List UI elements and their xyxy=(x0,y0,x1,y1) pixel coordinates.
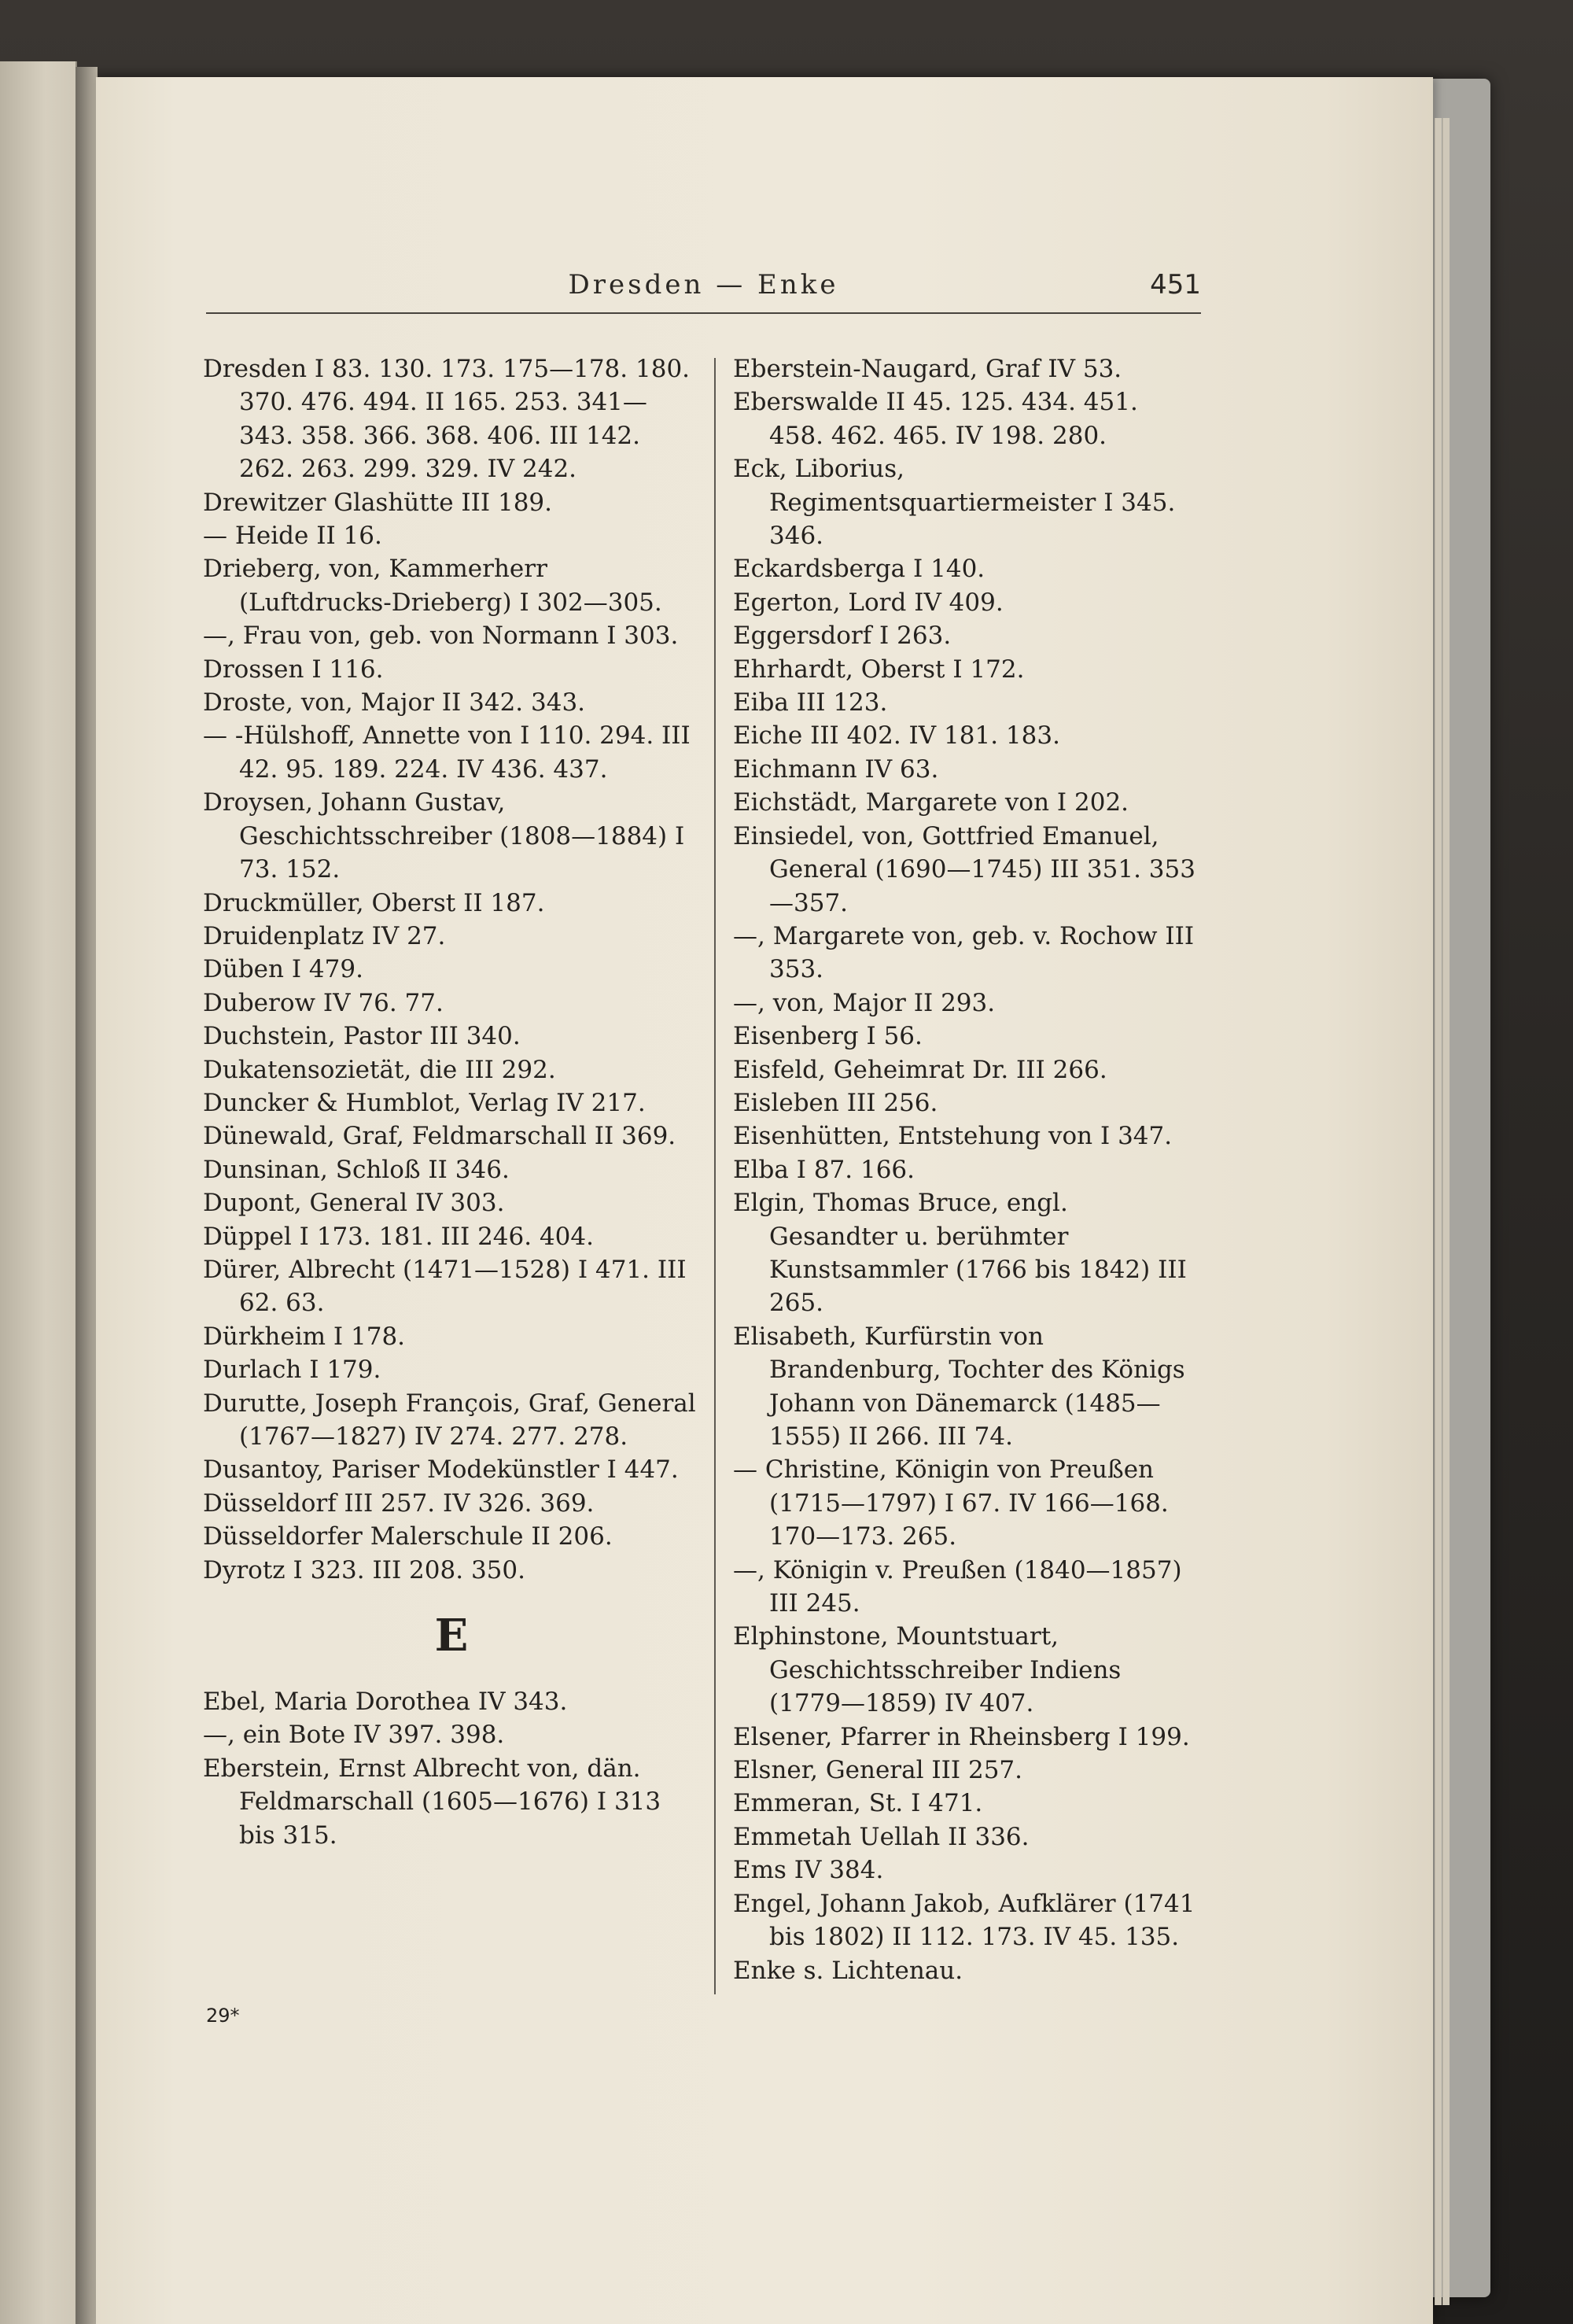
index-entry: Drieberg, von, Kammerherr (Luftdrucks-Drieberg) I 302—305. xyxy=(203,555,662,617)
index-entry: Emmeran, St. I 471. xyxy=(733,1789,983,1818)
index-entry: —, Margarete von, geb. v. Rochow III 353. xyxy=(733,921,1195,984)
index-entry: Elsener, Pfarrer in Rheinsberg I 199. xyxy=(733,1722,1190,1751)
index-entry: Eichmann IV 63. xyxy=(733,754,939,784)
index-entry: Eichstädt, Margarete von I 202. xyxy=(733,788,1129,817)
book-gutter xyxy=(76,67,98,2324)
index-entry: Ems IV 384. xyxy=(733,1856,884,1885)
page-edge xyxy=(1442,118,1450,2305)
index-entry: Egerton, Lord IV 409. xyxy=(733,588,1004,617)
index-entry: —, ein Bote IV 397. 398. xyxy=(203,1721,505,1750)
index-entry: Eberswalde II 45. 125. 434. 451. 458. 462. 465. IV 198. 280. xyxy=(733,388,1138,450)
index-entry: Emmetah Uellah II 336. xyxy=(733,1822,1030,1851)
index-entry: Elsner, General III 257. xyxy=(733,1756,1022,1785)
index-entry: — Heide II 16. xyxy=(203,522,382,551)
index-entry: Duncker & Humblot, Verlag IV 217. xyxy=(203,1088,646,1117)
previous-page-edge xyxy=(0,61,77,2324)
index-entry: Druidenplatz IV 27. xyxy=(203,921,446,950)
running-header-title: Dresden — Enke xyxy=(568,269,839,301)
index-entry: Dunsinan, Schloß II 346. xyxy=(203,1155,510,1184)
index-entry: Düben I 479. xyxy=(203,955,363,984)
index-entry: Dusantoy, Pariser Modekünstler I 447. xyxy=(203,1455,679,1485)
index-entry: Durutte, Joseph François, Graf, General (1767—1827) IV 274. 277. 278. xyxy=(203,1389,696,1451)
index-entry: Eberstein, Ernst Albrecht von, dän. Feldmarschall (1605—1676) I 313 bis 315. xyxy=(203,1754,661,1850)
index-entry: Dupont, General IV 303. xyxy=(203,1189,505,1218)
index-entry: Dürer, Albrecht (1471—1528) I 471. III 62. 63. xyxy=(203,1255,687,1318)
index-entry: Enke s. Lichtenau. xyxy=(733,1956,963,1985)
page-edge xyxy=(1435,118,1442,2305)
index-entry: Eggersdorf I 263. xyxy=(733,622,952,651)
index-entry: Elgin, Thomas Bruce, engl. Gesandter u. berühmter Kunstsammler (1766 bis 1842) III 265. xyxy=(733,1189,1187,1318)
index-entry: Duberow IV 76. 77. xyxy=(203,988,444,1017)
index-entry: Dukatensozietät, die III 292. xyxy=(203,1055,556,1084)
index-entry: Droysen, Johann Gustav, Geschichtsschreiber (1808—1884) I 73. 152. xyxy=(203,788,685,884)
printer-signature-mark: 29* xyxy=(206,2005,240,2027)
index-entry: Eberstein-Naugard, Graf IV 53. xyxy=(733,355,1122,383)
index-entry: Elba I 87. 166. xyxy=(733,1155,915,1184)
index-entry: Elisabeth, Kurfürstin von Brandenburg, Tochter des Königs Johann von Dänemarck (1485—1555) II 266. III 74. xyxy=(733,1322,1185,1451)
index-entry: Einsiedel, von, Gottfried Emanuel, General (1690—1745) III 351. 353—357. xyxy=(733,821,1195,917)
index-entry: Düsseldorf III 257. IV 326. 369. xyxy=(203,1488,595,1518)
index-entry: Eisenhütten, Entstehung von I 347. xyxy=(733,1122,1173,1151)
index-entry: Engel, Johann Jakob, Aufklärer (1741 bis 1802) II 112. 173. IV 45. 135. xyxy=(733,1889,1195,1952)
index-entry: Ehrhardt, Oberst I 172. xyxy=(733,655,1025,684)
index-entry: Elphinstone, Mountstuart, Geschichtsschreiber Indiens (1779—1859) IV 407. xyxy=(733,1622,1122,1718)
index-entry: Dünewald, Graf, Feldmarschall II 369. xyxy=(203,1122,676,1151)
index-entry: Eck, Liborius, Regimentsquartiermeister I 345. 346. xyxy=(733,455,1176,551)
index-column-right xyxy=(733,352,1197,1987)
index-entry: Droste, von, Major II 342. 343. xyxy=(203,688,586,717)
index-entry: Düppel I 173. 181. III 246. 404. xyxy=(203,1222,594,1251)
index-entry: Drossen I 116. xyxy=(203,655,384,684)
index-entry: Eiche III 402. IV 181. 183. xyxy=(733,721,1060,751)
index-column-left xyxy=(203,352,700,1852)
index-entry: Eiba III 123. xyxy=(733,688,888,717)
index-entry: —, Frau von, geb. von Normann I 303. xyxy=(203,622,679,651)
column-divider xyxy=(714,358,716,1994)
page-number: 451 xyxy=(1150,269,1201,301)
section-letter-heading: E xyxy=(434,1610,469,1662)
index-entry: Eisenberg I 56. xyxy=(733,1022,923,1051)
index-entry: Dyrotz I 323. III 208. 350. xyxy=(203,1555,525,1584)
index-entry: Drewitzer Glashütte III 189. xyxy=(203,488,553,517)
running-header xyxy=(206,267,1201,315)
index-entry: — Christine, Königin von Preußen (1715—1797) I 67. IV 166—168. 170—173. 265. xyxy=(733,1455,1169,1551)
index-entry: Dürkheim I 178. xyxy=(203,1322,406,1351)
index-entry: — -Hülshoff, Annette von I 110. 294. III 42. 95. 189. 224. IV 436. 437. xyxy=(203,721,691,784)
index-entry: Duchstein, Pastor III 340. xyxy=(203,1022,521,1051)
index-entry: —, von, Major II 293. xyxy=(733,988,996,1017)
index-entry: Eisfeld, Geheimrat Dr. III 266. xyxy=(733,1055,1107,1084)
index-entry: Ebel, Maria Dorothea IV 343. xyxy=(203,1688,568,1717)
index-entry: Eckardsberga I 140. xyxy=(733,555,985,584)
index-entry: Eisleben III 256. xyxy=(733,1088,938,1117)
index-entry: Druckmüller, Oberst II 187. xyxy=(203,888,545,917)
index-entry: Durlach I 179. xyxy=(203,1356,381,1385)
index-entry: Dresden I 83. 130. 173. 175—178. 180. 370. 476. 494. II 165. 253. 341—343. 358. 366. 368. 406. III 142. 262. 263. 299. 329. IV 242. xyxy=(203,355,691,484)
index-entry: Düsseldorfer Malerschule II 206. xyxy=(203,1522,613,1551)
header-rule xyxy=(206,312,1201,314)
index-entry: —, Königin v. Preußen (1840—1857) III 245. xyxy=(733,1555,1182,1618)
